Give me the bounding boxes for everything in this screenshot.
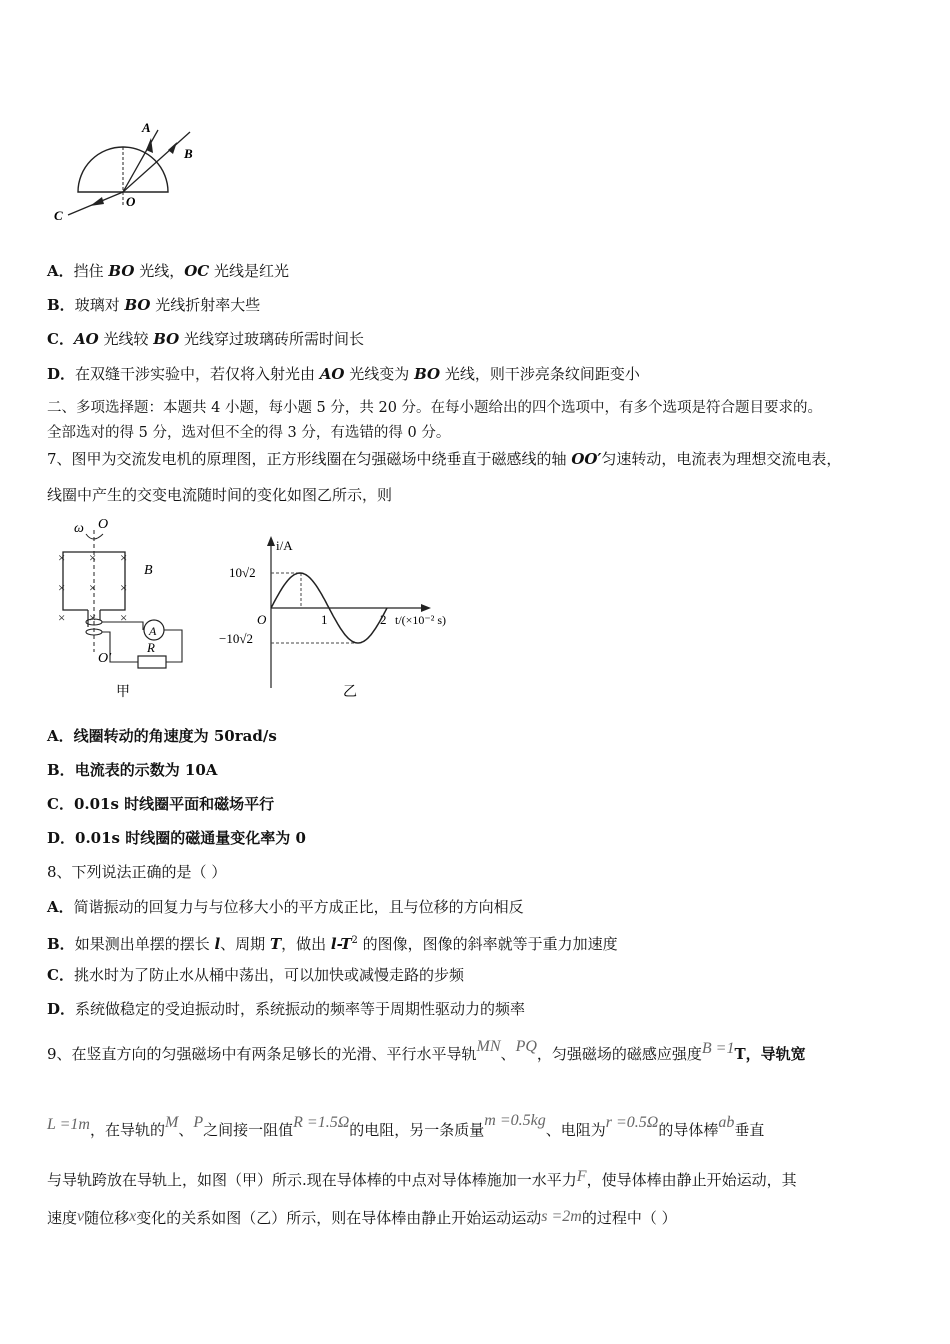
- q7-option-b: B．电流表的示数为 10A: [47, 761, 218, 779]
- y-tick-min: −10√2: [219, 631, 253, 646]
- omega-label: ω: [74, 521, 84, 536]
- label-b: B: [184, 146, 193, 161]
- svg-text:×: ×: [120, 610, 128, 625]
- label-c: C: [54, 208, 63, 223]
- section-2-line-1: 二、多项选择题：本题共 4 小题，每小题 5 分，共 20 分。在每小题给出的四个选项中，有多个选项是符合题目要求的。: [47, 400, 823, 416]
- y-tick-max: 10√2: [229, 565, 256, 580]
- current-time-chart: [215, 530, 485, 702]
- svg-text:×: ×: [89, 580, 97, 595]
- resistor: [138, 656, 166, 668]
- ray-b: [123, 132, 190, 192]
- resistor-label: R: [147, 640, 155, 655]
- field-b-label: B: [144, 563, 153, 578]
- origin-label: O: [257, 612, 267, 627]
- axis-o-bottom-label: O′: [98, 651, 112, 666]
- y-axis-label: i/A: [276, 538, 293, 553]
- x-tick-2: 2: [380, 612, 387, 627]
- ammeter-label: A: [149, 624, 157, 638]
- q6-option-a: A．挡住 BO 光线，OC 光线是红光: [47, 262, 290, 280]
- q8-option-c: C．挑水时为了防止水从桶中荡出，可以加快或减慢走路的步频: [47, 966, 464, 984]
- wire-right: [164, 630, 182, 662]
- svg-text:×: ×: [89, 550, 97, 565]
- ray-a: [123, 130, 158, 192]
- label-a: A: [142, 120, 151, 135]
- q8-option-b: B．如果测出单摆的摆长 l、周期 T，做出 $l-T^2$ 的图像，图像的斜率就等于重力加速度: [47, 935, 618, 953]
- fig-yi-caption: 乙: [343, 685, 357, 700]
- q7-option-a: A．线圈转动的角速度为 50rad/s: [47, 727, 277, 745]
- svg-text:×: ×: [120, 580, 128, 595]
- x-tick-1: 1: [321, 612, 328, 627]
- q6-option-b: B．玻璃对 BO 光线折射率大些: [47, 296, 261, 314]
- ray-c-arrow: [90, 197, 104, 206]
- q7-option-c: C．0.01s 时线圈平面和磁场平行: [47, 795, 275, 813]
- q8-option-d: D．系统做稳定的受迫振动时，系统振动的频率等于周期性驱动力的频率: [47, 1000, 526, 1018]
- magnetic-field-crosses: [58, 550, 127, 625]
- q7-stem-line-2: 线圈中产生的交变电流随时间的变化如图乙所示，则: [47, 486, 393, 504]
- q6-option-c: C．AO 光线较 BO 光线穿过玻璃砖所需时间长: [47, 330, 365, 348]
- ray-b-arrow: [168, 142, 177, 154]
- q7-stem-line-1: 7、图甲为交流发电机的原理图，正方形线圈在匀强磁场中绕垂直于磁感线的轴 OO′匀速转动，电流表为理想交流电表，: [47, 450, 842, 468]
- svg-text:×: ×: [58, 580, 66, 595]
- q9-line-4: 速度v随位移x变化的关系如图（乙）所示，则在导体棒由静止开始运动运动s =2m的过程中（ ）: [47, 1208, 677, 1227]
- q9-line-1: 9、在竖直方向的匀强磁场中有两条足够长的光滑、平行水平导轨MN、PQ，匀强磁场的磁感应强度B =1T，导轨宽: [47, 1038, 806, 1063]
- section-2-line-2: 全部选对的得 5 分，选对但不全的得 3 分，有选错的得 0 分。: [47, 425, 451, 441]
- y-axis-arrow: [267, 536, 275, 546]
- q8-stem: 8、下列说法正确的是（ ）: [47, 863, 227, 881]
- x-axis-arrow: [421, 604, 431, 612]
- axis-o-top-label: O: [98, 517, 109, 532]
- q8-option-a: A．简谐振动的回复力与与位移大小的平方成正比，且与位移的方向相反: [47, 898, 524, 916]
- fig-jia-caption: 甲: [116, 685, 130, 700]
- label-o: O: [126, 194, 136, 209]
- svg-text:×: ×: [58, 550, 66, 565]
- x-axis-label: t/(×10⁻² s): [395, 613, 447, 627]
- generator-figure: [48, 512, 208, 702]
- q7-option-d: D．0.01s 时线圈的磁通量变化率为 0: [47, 829, 306, 847]
- q9-line-2: L =1m，在导轨的M、P之间接一阻值R =1.5Ω的电阻，另一条质量m =0.5kg、电阻为r =0.5Ω的导体棒ab垂直: [47, 1112, 765, 1139]
- svg-text:×: ×: [89, 610, 97, 625]
- q9-line-3: 与导轨跨放在导轨上，如图（甲）所示.现在导体棒的中点对导体棒施加一水平力F，使导体棒由静止开始运动，其: [47, 1168, 797, 1189]
- refraction-figure: [40, 110, 220, 230]
- svg-text:×: ×: [58, 610, 66, 625]
- q6-option-d: D．在双缝干涉实验中，若仅将入射光由 AO 光线变为 BO 光线，则干涉亮条纹间距变小: [47, 365, 640, 383]
- svg-text:×: ×: [120, 550, 128, 565]
